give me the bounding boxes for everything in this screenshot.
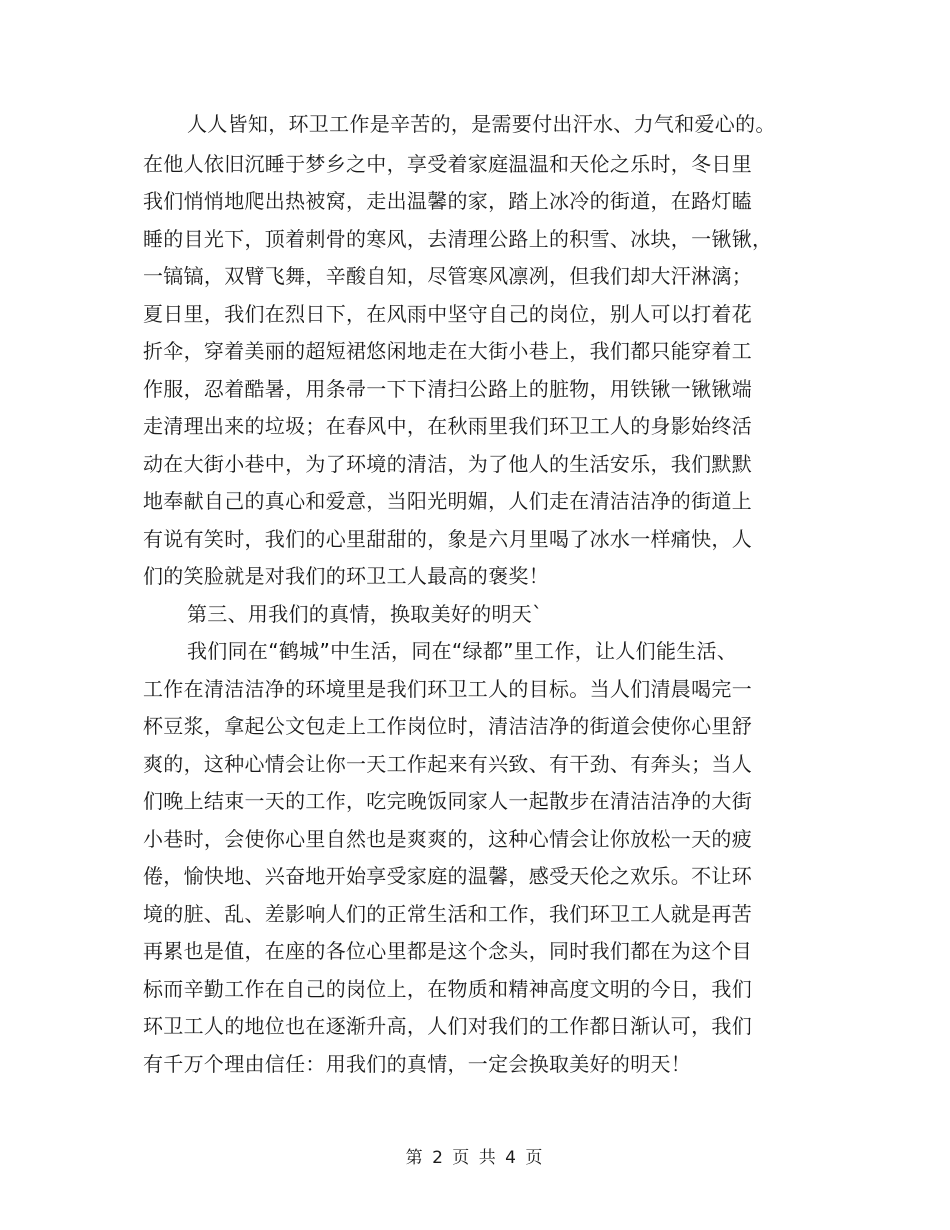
paragraph-line: 环卫工人的地位也在逐渐升高，人们对我们的工作都日渐认可，我们 [143,1014,752,1038]
paragraph-line: 动在大街小巷中，为了环境的清洁，为了他人的生活安乐，我们默默 [143,452,752,476]
paragraph-line: 工作在清洁洁净的环境里是我们环卫工人的目标。当人们清晨喝完一 [143,677,752,701]
section-heading: 第三、用我们的真情，换取美好的明天` [187,602,543,626]
paragraph-line: 人人皆知，环卫工作是辛苦的，是需要付出汗水、力气和爱心的。 [187,112,776,136]
paragraph-line: 我们同在“鹤城”中生活，同在“绿都”里工作，让人们能生活、 [187,639,738,663]
paragraph-line: 爽的，这种心情会让你一天工作起来有兴致、有干劲、有奔头；当人 [143,752,752,776]
paragraph-line: 杯豆浆，拿起公文包走上工作岗位时，清洁洁净的街道会使你心里舒 [143,714,752,738]
paragraph-line: 折伞，穿着美丽的超短裙悠闲地走在大街小巷上，我们都只能穿着工 [143,339,752,363]
paragraph-line: 有千万个理由信任：用我们的真情，一定会换取美好的明天！ [143,1052,692,1076]
paragraph-line: 作服，忍着酷暑，用条帚一下下清扫公路上的脏物，用铁锹一锹锹端 [143,377,752,401]
page-number-footer: 第 2 页 共 4 页 [405,1148,545,1168]
paragraph-line: 在他人依旧沉睡于梦乡之中，享受着家庭温温和天伦之乐时，冬日里 [143,152,752,176]
paragraph-line: 小巷时，会使你心里自然也是爽爽的，这种心情会让你放松一天的疲 [143,827,752,851]
paragraph-line: 我们悄悄地爬出热被窝，走出温馨的家，踏上冰冷的街道，在路灯瞌 [143,189,752,213]
paragraph-line: 走清理出来的垃圾；在春风中，在秋雨里我们环卫工人的身影始终活 [143,414,752,438]
paragraph-line: 境的脏、乱、差影响人们的正常生活和工作，我们环卫工人就是再苦 [143,902,752,926]
paragraph-line: 标而辛勤工作在自己的岗位上，在物质和精神高度文明的今日，我们 [143,977,752,1001]
paragraph-line: 倦，愉快地、兴奋地开始享受家庭的温馨，感受天伦之欢乐。不让环 [143,864,752,888]
paragraph-line: 有说有笑时，我们的心里甜甜的，象是六月里喝了冰水一样痛快，人 [143,527,752,551]
paragraph-line: 一镐镐，双臂飞舞，辛酸自知，尽管寒风凛冽，但我们却大汗淋漓； [143,264,752,288]
paragraph-line: 睡的目光下，顶着刺骨的寒风，去清理公路上的积雪、冰块，一锹锹， [143,227,773,251]
paragraph-line: 地奉献自己的真心和爱意，当阳光明媚，人们走在清洁洁净的街道上 [143,489,752,513]
paragraph-line: 们的笑脸就是对我们的环卫工人最高的褒奖！ [143,564,549,588]
paragraph-line: 们晚上结束一天的工作，吃完晚饭同家人一起散步在清洁洁净的大街 [143,789,752,813]
paragraph-line: 再累也是值，在座的各位心里都是这个念头，同时我们都在为这个目 [143,939,752,963]
paragraph-line: 夏日里，我们在烈日下，在风雨中坚守自己的岗位，别人可以打着花 [143,302,752,326]
